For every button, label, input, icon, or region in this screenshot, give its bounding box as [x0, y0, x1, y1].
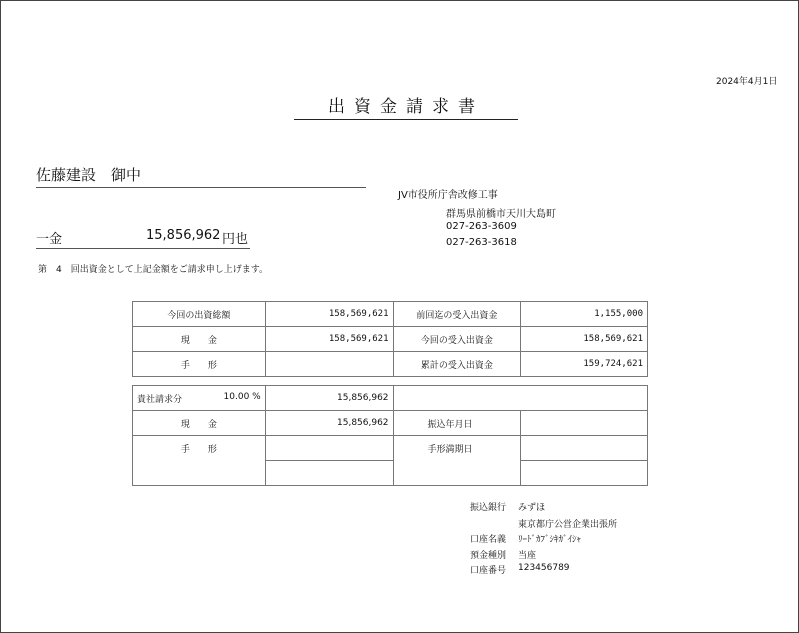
type-value: 当座: [518, 551, 537, 561]
cell-label: 今回の受入出資金: [393, 327, 521, 352]
cell-value: 158,569,621: [265, 302, 393, 327]
amount-unit: 円也: [222, 232, 249, 247]
blank-cell: [393, 386, 647, 411]
holder-label: 口座名義: [470, 535, 507, 545]
issue-date: 2024年4月1日: [716, 77, 778, 87]
cell-label: 手 形: [133, 352, 266, 377]
bill-value-1: [265, 436, 393, 461]
request-note: 第 4 回出資金として上記金額をご請求申し上げます。: [38, 265, 269, 275]
bill-due-value-2: [521, 461, 648, 486]
cash-label: 現 金: [133, 411, 266, 436]
cell-label: 今回の出資総額: [133, 302, 266, 327]
cell-value: 159,724,621: [521, 352, 648, 377]
summary-table: [132, 301, 648, 377]
cell-value: 158,569,621: [265, 327, 393, 352]
bill-due-value-1: [521, 436, 648, 461]
cell-label: 現 金: [133, 327, 266, 352]
bank-label: 振込銀行: [470, 503, 507, 513]
cell-value: 158,569,621: [521, 327, 648, 352]
cell-label: 累計の受入出資金: [393, 352, 521, 377]
cell-value: 1,155,000: [521, 302, 648, 327]
share-percent: 10.00 %: [223, 391, 261, 402]
share-cell: [133, 386, 266, 411]
table-row: [133, 436, 648, 461]
document-title: 出資金請求書: [294, 92, 518, 120]
holder-name: ﾘｰﾄﾞｶﾌﾞｼｷｶﾞｲｼｬ: [518, 535, 582, 545]
bill-due-label: 手形満期日: [393, 436, 521, 486]
share-value: 15,856,962: [265, 386, 393, 411]
sender-fax: 027-263-3618: [446, 237, 517, 248]
amount-label: 一金: [36, 232, 63, 247]
sender-company: JV市役所庁舎改修工事: [398, 190, 498, 201]
cell-value: [265, 352, 393, 377]
amount-line: [36, 228, 250, 249]
bank-name: みずほ: [518, 503, 546, 513]
sender-address: 群馬県前橋市天川大島町: [446, 209, 556, 220]
number-label: 口座番号: [470, 566, 507, 576]
amount-value: 15,856,962: [146, 228, 221, 243]
transfer-date-value: [521, 411, 648, 436]
table-row: [133, 352, 648, 377]
cash-value: 15,856,962: [265, 411, 393, 436]
number-value: 123456789: [518, 563, 570, 573]
table-row: [133, 327, 648, 352]
bill-label: 手 形: [133, 436, 266, 486]
type-label: 預金種別: [470, 551, 507, 561]
bill-value-2: [265, 461, 393, 486]
addressee: 佐藤建設 御中: [36, 164, 366, 188]
transfer-date-label: 振込年月日: [393, 411, 521, 436]
cell-label: 前回迄の受入出資金: [393, 302, 521, 327]
table-row: [133, 386, 648, 411]
sender-tel: 027-263-3609: [446, 221, 517, 232]
table-row: [133, 302, 648, 327]
billing-table: [132, 385, 648, 486]
table-row: [133, 411, 648, 436]
share-label: 貴社請求分: [137, 394, 183, 405]
bank-branch: 東京都庁公営企業出張所: [518, 520, 618, 530]
